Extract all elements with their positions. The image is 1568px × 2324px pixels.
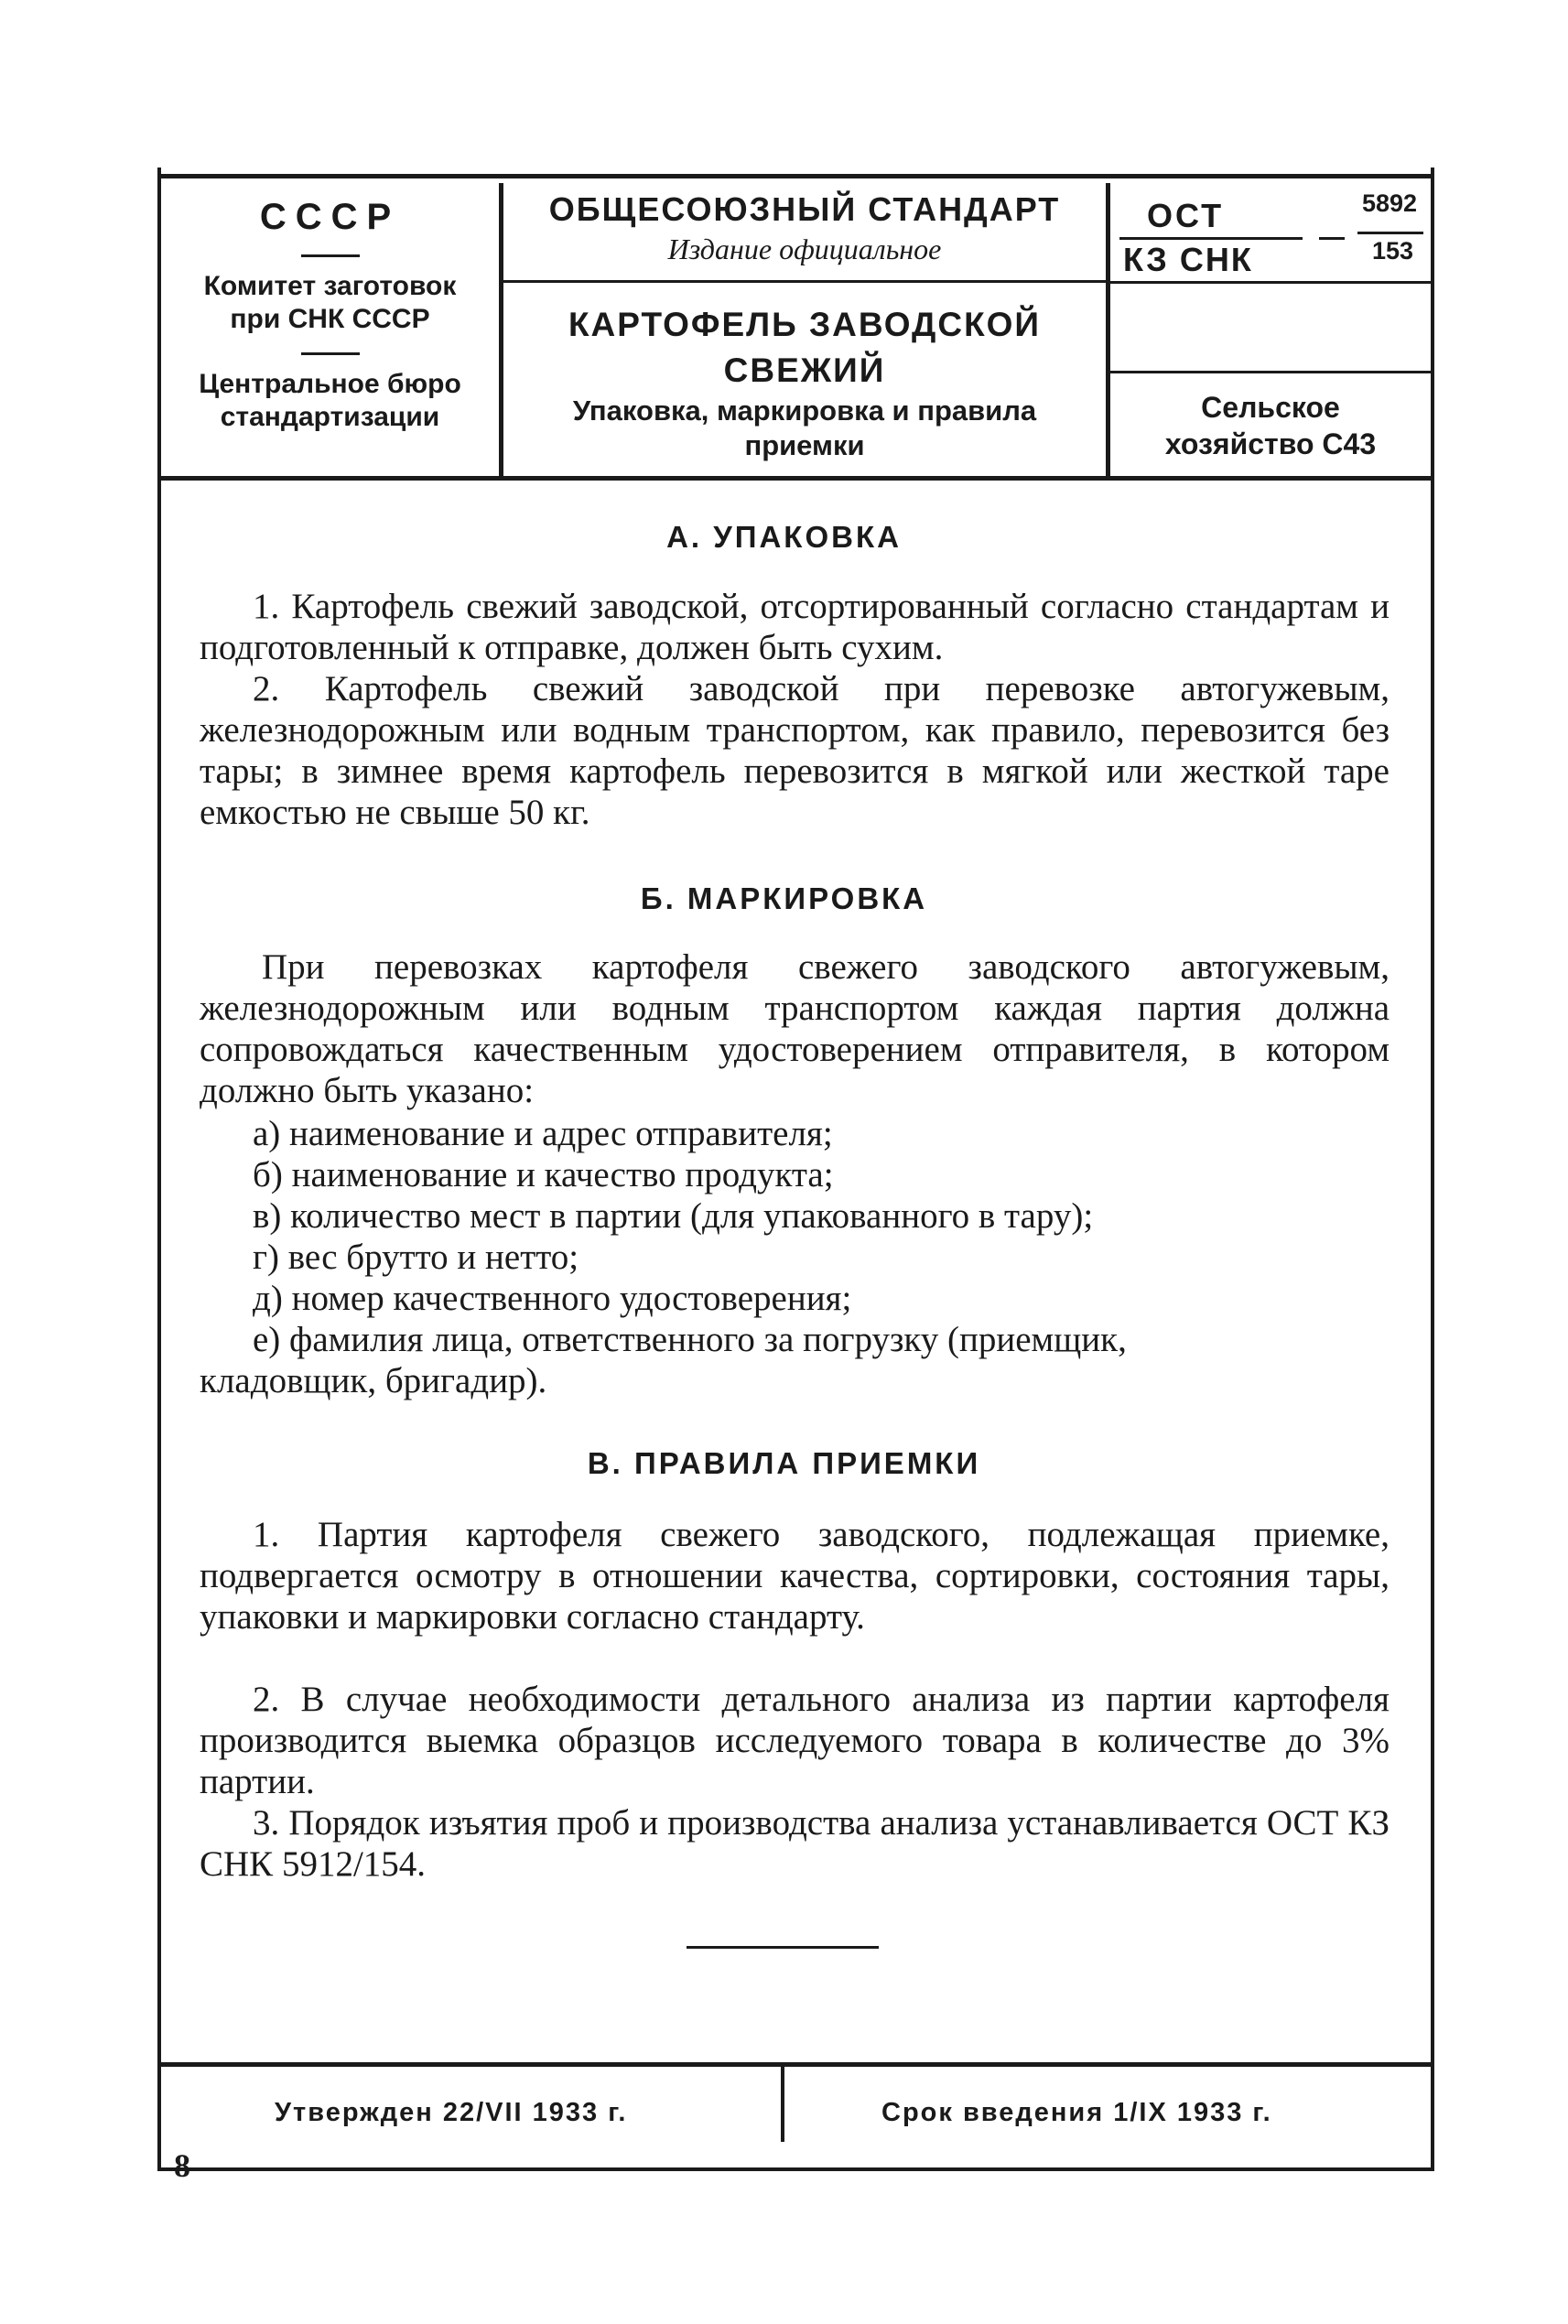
right-rule-2	[1110, 371, 1431, 373]
bureau-line-2: стандартизации	[220, 402, 440, 432]
number-top: 5892	[1362, 189, 1418, 217]
footer-bottom-rule	[157, 2167, 1431, 2171]
category-line-1: Сельское	[1201, 391, 1340, 424]
standard-code	[1110, 188, 1431, 279]
category	[1110, 389, 1431, 462]
code-dash	[1319, 237, 1345, 240]
code-fraction-bar	[1119, 237, 1303, 240]
approved-date: Утвержден 22/VII 1933 г.	[275, 2098, 628, 2127]
product-subtitle-line-2: приемки	[744, 429, 865, 461]
footer-divider	[781, 2067, 784, 2142]
number-fraction-bar	[1357, 232, 1423, 234]
marking-item-f-continued: кладовщик, бригадир).	[200, 1361, 547, 1400]
marking-item-c: в) количество мест в партии (для упакованного в тару);	[253, 1196, 1094, 1236]
header-center	[503, 190, 1106, 266]
header-center-title	[503, 302, 1106, 463]
bureau-line-1: Центральное бюро	[199, 369, 461, 399]
marking-item-f: е) фамилия лица, ответственного за погрузку (приемщик,	[253, 1320, 1127, 1359]
acceptance-paragraph-2: 2. В случае необходимости детального анализа из партии картофеля производится выемка образцов исследуемого товара в количестве до 3% партии.	[200, 1680, 1390, 1801]
code-top: ОСТ	[1147, 197, 1225, 234]
product-title-line-1: КАРТОФЕЛЬ ЗАВОДСКОЙ	[568, 306, 1042, 343]
footer-top-rule	[157, 2062, 1431, 2067]
section-title-packing: А. УПАКОВКА	[666, 520, 902, 554]
country-name: СССР	[259, 197, 401, 237]
edition-note: Издание официальное	[667, 232, 942, 265]
product-subtitle-line-1: Упаковка, маркировка и правила	[572, 395, 1037, 427]
acceptance-paragraph-1: 1. Партия картофеля свежего заводского, подлежащая приемке, подвергается осмотру в отношении качества, сортировки, состояния тары, упаковки и маркировки согласно стандарту.	[200, 1515, 1390, 1637]
marking-item-a: а) наименование и адрес отправителя;	[253, 1114, 833, 1153]
number-bottom: 153	[1372, 237, 1414, 265]
divider-dash	[301, 352, 360, 355]
committee-line-2: при СНК СССР	[230, 304, 430, 334]
header-top-rule	[157, 174, 1431, 178]
marking-item-e: д) номер качественного удостоверения;	[253, 1279, 852, 1318]
category-line-2: хозяйство С43	[1164, 427, 1377, 460]
acceptance-paragraph-3: 3. Порядок изъятия проб и производства анализа устанавливается ОСТ КЗ СНК 5912/154.	[200, 1803, 1390, 1884]
right-rule-1	[1110, 281, 1431, 284]
standard-type: ОБЩЕСОЮЗНЫЙ СТАНДАРТ	[548, 190, 1061, 228]
center-title-rule	[503, 280, 1106, 283]
page-number: 8	[174, 2147, 190, 2184]
code-bottom: КЗ СНК	[1123, 241, 1253, 278]
closing-rule	[687, 1946, 879, 1949]
header-left	[161, 197, 499, 434]
marking-item-d: г) вес брутто и нетто;	[253, 1238, 579, 1277]
committee-line-1: Комитет заготовок	[203, 271, 457, 301]
effective-date: Срок введения 1/IX 1933 г.	[881, 2098, 1272, 2127]
marking-intro: При перевозках картофеля свежего заводского автогужевым, железнодорожным или водным транспортом каждая партия должна сопровождаться качественным удостоверением отправителя, в котором должно быть указано:	[200, 947, 1390, 1110]
packing-paragraph-2: 2. Картофель свежий заводской при перевозке автогужевым, железнодорожным или водным транспортом, как правило, перевозится без тары; в зимнее время картофель перевозится в мягкой или жесткой таре емкостью не свыше 50 кг.	[200, 669, 1390, 832]
packing-paragraph-1: 1. Картофель свежий заводской, отсортированный согласно стандартам и подготовленный к отправке, должен быть сухим.	[200, 587, 1390, 667]
marking-item-b: б) наименование и качество продукта;	[253, 1155, 834, 1194]
divider-dash	[301, 254, 360, 257]
section-title-acceptance: В. ПРАВИЛА ПРИЕМКИ	[587, 1446, 981, 1480]
section-title-marking: Б. МАРКИРОВКА	[640, 881, 928, 915]
product-title-line-2: СВЕЖИЙ	[723, 351, 886, 389]
header-bottom-rule	[157, 476, 1431, 481]
